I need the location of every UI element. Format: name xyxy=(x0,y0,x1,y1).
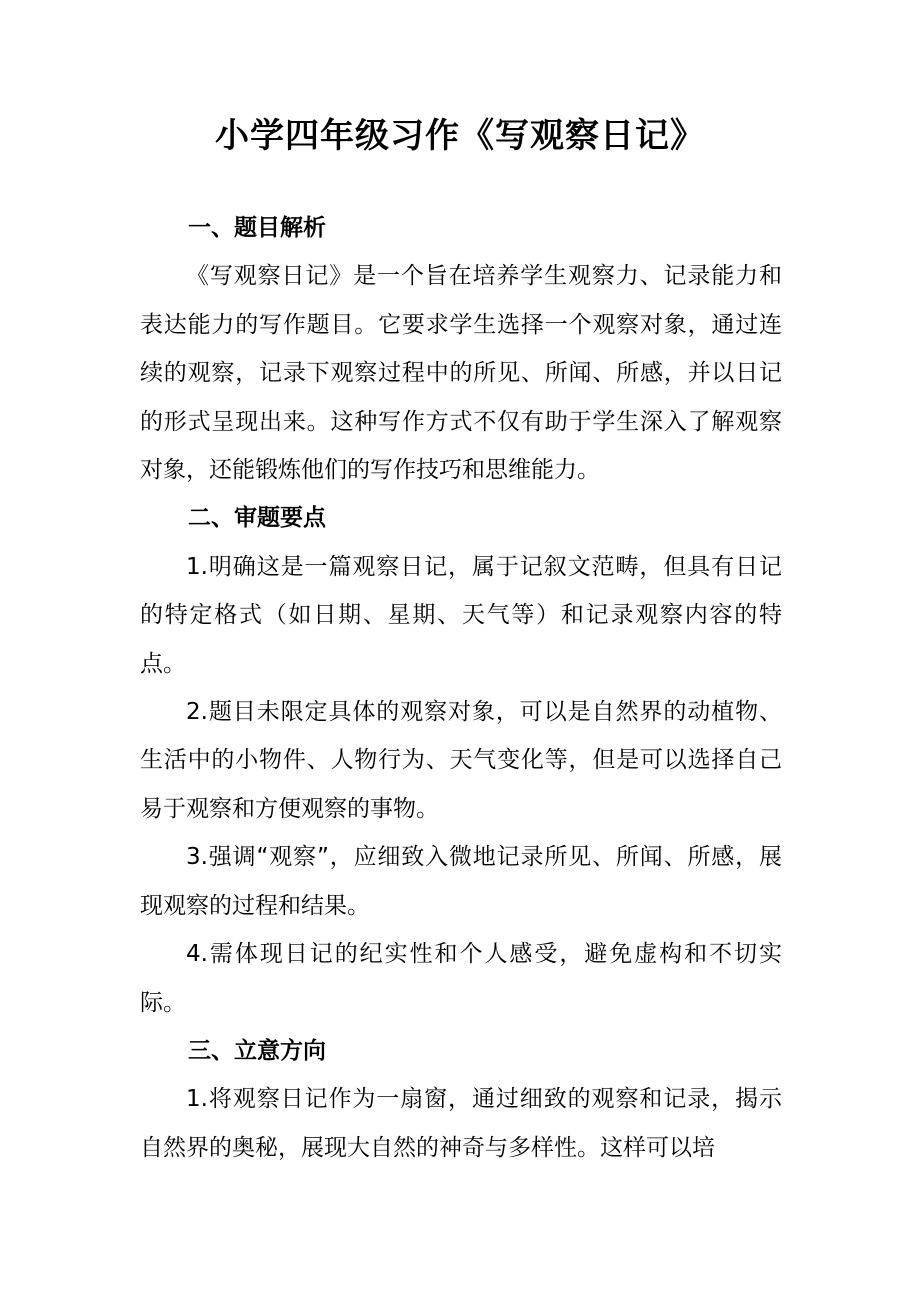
key-point-2: 2.题目未限定具体的观察对象，可以是自然界的动植物、生活中的小物件、人物行为、天气变化等，但是可以选择自己易于观察和方便观察的事物。 xyxy=(140,699,782,822)
key-point-3: 3.强调“观察”，应细致入微地记录所见、所闻、所感，展现观察的过程和结果。 xyxy=(140,844,782,919)
document-body xyxy=(140,204,782,1172)
section-heading-theme-direction: 三、立意方向 xyxy=(188,1037,326,1064)
key-point-1: 1.明确这是一篇观察日记，属于记叙文范畴，但具有日记的特定格式（如日期、星期、天气等）和记录观察内容的特点。 xyxy=(140,553,782,677)
document-title: 小学四年级习作《写观察日记》 xyxy=(215,116,705,156)
section-heading-key-points: 二、审题要点 xyxy=(188,505,326,532)
key-point-4: 4.需体现日记的纪实性和个人感受，避免虚构和不切实际。 xyxy=(140,941,782,1016)
analysis-paragraph: 《写观察日记》是一个旨在培养学生观察力、记录能力和表达能力的写作题目。它要求学生选择一个观察对象，通过连续的观察，记录下观察过程中的所见、所闻、所感，并以日记的形式呈现出来。这种写作方式不仅有助于学生深入了解观察对象，还能锻炼他们的写作技巧和思维能力。 xyxy=(140,263,782,484)
section-heading-analysis: 一、题目解析 xyxy=(188,215,326,241)
theme-direction-1: 1.将观察日记作为一扇窗，通过细致的观察和记录，揭示自然界的奥秘，展现大自然的神奇与多样性。这样可以培 xyxy=(140,1086,782,1161)
